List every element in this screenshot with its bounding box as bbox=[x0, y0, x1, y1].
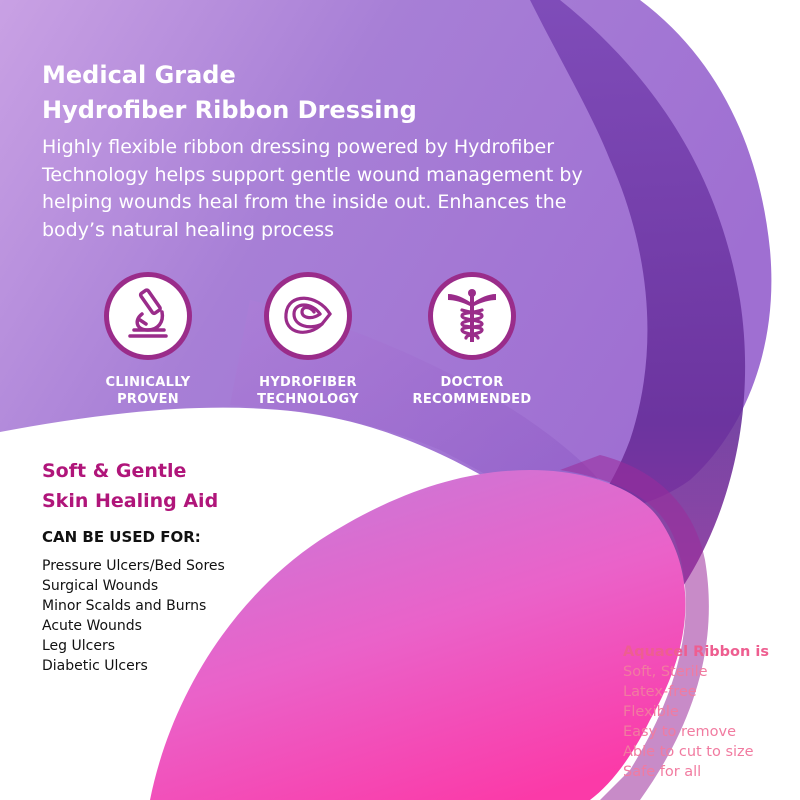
product-description: Highly flexible ribbon dressing powered by Hydrofiber Technology helps support gentle wound management by helping wounds heal from the inside out. Enhances the body’s natural healing process bbox=[42, 136, 583, 241]
list-item: Able to cut to size bbox=[623, 744, 754, 760]
aquacel-list bbox=[623, 662, 769, 782]
badge-circle bbox=[264, 272, 352, 360]
list-item: Surgical Wounds bbox=[42, 578, 159, 594]
list-item: Pressure Ulcers/Bed Sores bbox=[42, 558, 225, 574]
badge-label-line-1: CLINICALLY bbox=[105, 375, 191, 390]
title-line-2: Hydrofiber Ribbon Dressing bbox=[42, 96, 417, 124]
badge-label-line-2: TECHNOLOGY bbox=[257, 392, 359, 407]
list-item: Latex-free bbox=[623, 684, 697, 700]
caduceus-icon bbox=[444, 284, 500, 348]
subheading-line-2: Skin Healing Aid bbox=[42, 490, 219, 512]
badge-circle bbox=[104, 272, 192, 360]
badge-clinically-proven bbox=[58, 272, 238, 408]
badge-label bbox=[382, 374, 562, 408]
badge-label bbox=[58, 374, 238, 408]
aquacel-heading: Aquacel Ribbon is bbox=[623, 644, 769, 660]
list-item: Acute Wounds bbox=[42, 618, 142, 634]
uses-heading: CAN BE USED FOR: bbox=[42, 528, 201, 546]
list-item: Flexible bbox=[623, 704, 679, 720]
title-line-1: Medical Grade bbox=[42, 61, 236, 89]
badge-doctor-recommended bbox=[382, 272, 562, 408]
badge-label-line-2: PROVEN bbox=[117, 392, 179, 407]
subheading-line-1: Soft & Gentle bbox=[42, 460, 187, 482]
list-item: Leg Ulcers bbox=[42, 638, 116, 654]
badge-label-line-2: RECOMMENDED bbox=[412, 392, 532, 407]
list-item: Safe for all bbox=[623, 764, 702, 780]
page-title bbox=[42, 58, 417, 128]
badge-label-line-1: DOCTOR bbox=[440, 375, 504, 390]
badge-circle bbox=[428, 272, 516, 360]
list-item: Easy to remove bbox=[623, 724, 737, 740]
badge-hydrofiber-technology bbox=[218, 272, 398, 408]
badge-label-line-1: HYDROFIBER bbox=[259, 375, 357, 390]
microscope-icon bbox=[120, 286, 176, 346]
badge-label bbox=[218, 374, 398, 408]
list-item: Soft, Sterile bbox=[623, 664, 708, 680]
list-item: Minor Scalds and Burns bbox=[42, 598, 207, 614]
hydrofiber-swirl-icon bbox=[278, 284, 338, 348]
uses-list bbox=[42, 556, 225, 676]
subheading bbox=[42, 456, 218, 516]
aquacel-features bbox=[623, 642, 769, 782]
list-item: Diabetic Ulcers bbox=[42, 658, 148, 674]
